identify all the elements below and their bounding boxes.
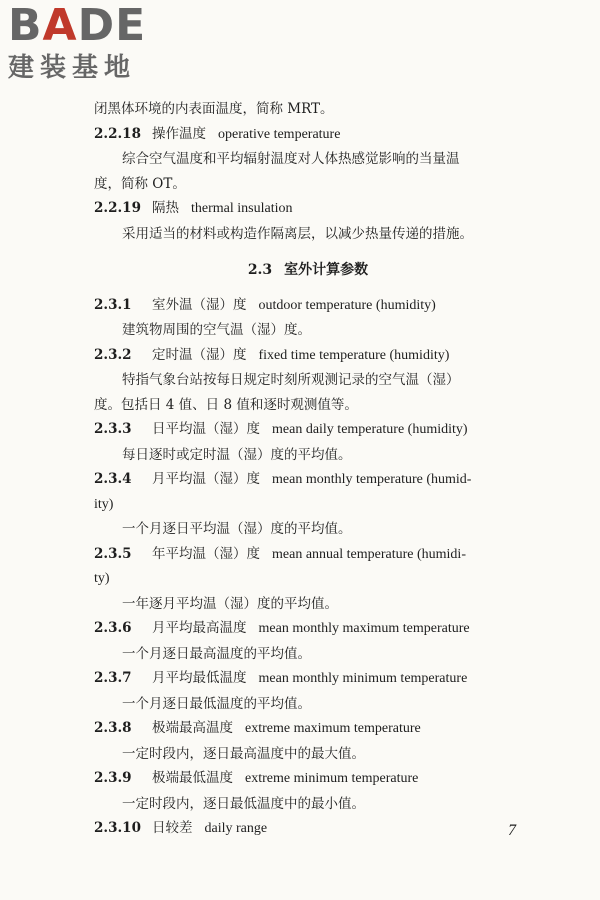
term-cn: 日较差 <box>152 820 193 836</box>
term-description: 一个月逐日最高温度的平均值。 <box>122 645 311 662</box>
page-number: 7 <box>508 822 516 839</box>
term-en: extreme minimum temperature <box>245 771 419 786</box>
term-description: 采用适当的材料或构造作隔离层，以减少热量传递的措施。 <box>122 225 473 242</box>
logo-wordmark: BADE <box>8 0 147 51</box>
term-entry <box>94 542 534 617</box>
term-cn: 隔热 <box>152 200 179 216</box>
term-entry <box>94 196 534 246</box>
term-heading <box>94 542 534 568</box>
term-en: mean monthly minimum temperature <box>258 671 468 686</box>
term-description: 一个月逐日最低温度的平均值。 <box>122 695 311 712</box>
bade-logo <box>8 0 178 84</box>
term-description: 综合空气温度和平均辐射温度对人体热感觉影响的当量温 <box>122 151 460 167</box>
term-heading <box>94 616 534 642</box>
term-description: 建筑物周围的空气温（湿）度。 <box>122 322 311 338</box>
page-body <box>94 97 534 842</box>
term-number: 2.3.1 <box>94 296 132 313</box>
term-entry <box>94 716 534 766</box>
term-cn: 年平均温（湿）度 <box>152 545 260 562</box>
term-cn: 操作温度 <box>152 125 206 142</box>
term-number: 2.3.9 <box>94 770 132 786</box>
term-number: 2.3.2 <box>94 346 132 363</box>
section-heading <box>94 258 534 283</box>
logo-subtitle: 建装基地 <box>8 53 137 83</box>
term-en: fixed time temperature (humidity) <box>258 347 450 363</box>
term-en: mean daily temperature (humidity) <box>272 422 468 437</box>
term-number: 2.3.7 <box>94 670 132 686</box>
term-cn: 极端最高温度 <box>152 720 233 736</box>
term-heading <box>94 666 534 692</box>
term-heading <box>94 467 534 493</box>
term-cn: 月平均最低温度 <box>152 670 247 686</box>
term-entry <box>94 766 534 816</box>
term-heading <box>94 293 534 319</box>
term-description: 特指气象台站按每日规定时刻所观测记录的空气温（湿） <box>122 372 460 388</box>
term-number: 2.3.5 <box>94 545 132 562</box>
term-entry <box>94 666 534 716</box>
term-cn: 月平均温（湿）度 <box>152 471 260 487</box>
term-description-cont: 度，简称 OT。 <box>94 175 186 192</box>
term-description-cont: 度。包括日 4 值、日 8 值和逐时观测值等。 <box>94 396 358 413</box>
term-number: 2.3.4 <box>94 471 132 487</box>
term-en: mean monthly maximum temperature <box>258 621 470 636</box>
term-number: 2.3.6 <box>94 620 132 636</box>
term-en: daily range <box>204 821 268 836</box>
term-heading <box>94 716 534 742</box>
term-description: 一年逐月平均温（湿）度的平均值。 <box>122 595 338 612</box>
term-number: 2.2.19 <box>94 200 141 216</box>
term-description: 一定时段内，逐日最低温度中的最小值。 <box>122 795 365 812</box>
term-description: 一个月逐日平均温（湿）度的平均值。 <box>122 521 352 537</box>
term-entry <box>94 343 534 418</box>
term-heading <box>94 417 534 443</box>
term-entry <box>94 616 534 666</box>
term-en-cont: ty) <box>94 571 110 586</box>
term-cn: 月平均最高温度 <box>152 620 247 636</box>
term-cn: 定时温（湿）度 <box>152 346 247 363</box>
term-entry <box>94 467 534 542</box>
term-en-cont: ity) <box>94 496 114 512</box>
term-description: 一定时段内，逐日最高温度中的最大值。 <box>122 745 365 762</box>
term-entry <box>94 816 534 842</box>
term-heading <box>94 122 534 148</box>
term-entry <box>94 417 534 467</box>
term-description: 每日逐时或定时温（湿）度的平均值。 <box>122 446 352 463</box>
term-number: 2.3.8 <box>94 720 132 736</box>
term-entry <box>94 293 534 343</box>
term-number: 2.3.3 <box>94 421 132 437</box>
term-heading <box>94 816 534 842</box>
section-number: 2.3 <box>247 262 273 278</box>
term-number: 2.3.10 <box>94 820 141 836</box>
term-cn: 室外温（湿）度 <box>152 296 247 313</box>
term-entry <box>94 122 534 197</box>
term-heading <box>94 196 534 222</box>
term-en: outdoor temperature (humidity) <box>258 297 436 313</box>
term-en: mean annual temperature (humidi- <box>272 546 466 562</box>
intro-line: 闭黑体环境的内表面温度，简称 MRT。 <box>94 101 334 117</box>
term-cn: 日平均温（湿）度 <box>152 421 260 437</box>
term-en: operative temperature <box>218 126 341 142</box>
section-title: 室外计算参数 <box>284 262 369 278</box>
term-en: extreme maximum temperature <box>245 721 421 736</box>
term-en: mean monthly temperature (humid- <box>272 472 472 487</box>
term-heading <box>94 766 534 792</box>
term-en: thermal insulation <box>191 201 293 216</box>
term-cn: 极端最低温度 <box>152 770 233 786</box>
term-number: 2.2.18 <box>94 125 141 142</box>
term-heading <box>94 343 534 369</box>
